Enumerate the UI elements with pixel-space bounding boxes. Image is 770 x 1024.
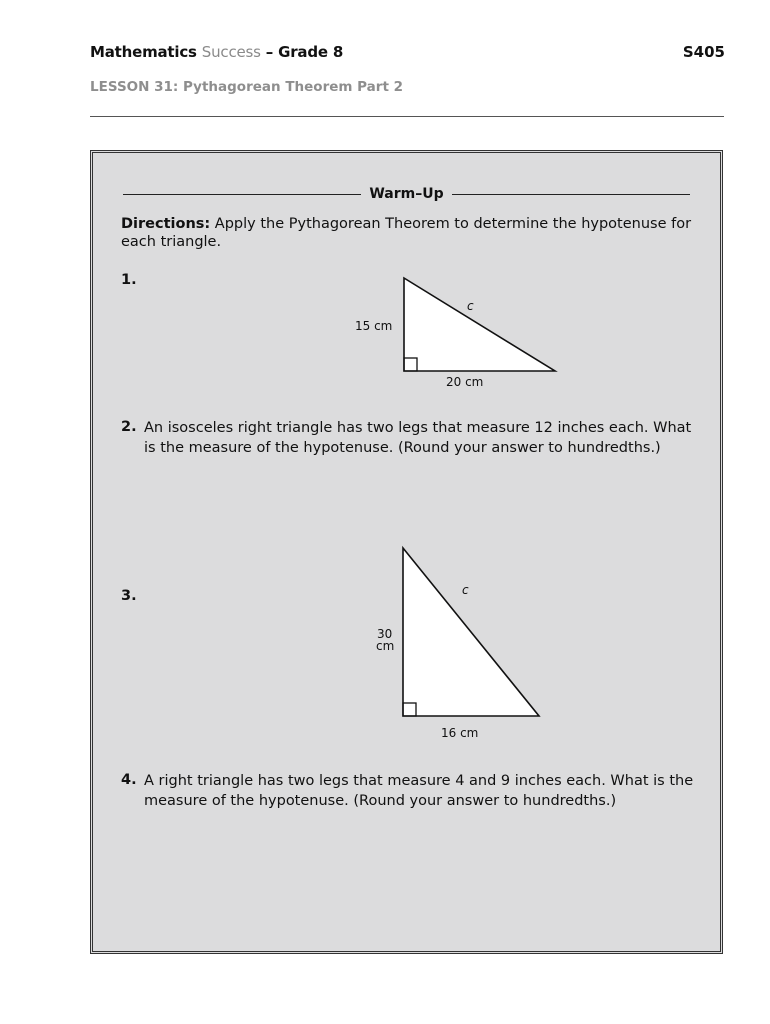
question-4-text: A right triangle has two legs that measure 4 and 9 inches each. What is the measure of the hypotenuse. (Round your answer to hundredths.) bbox=[144, 773, 694, 809]
triangle-3-figure bbox=[343, 538, 573, 743]
triangle-3-leg-vertical-value: 30 bbox=[377, 627, 393, 641]
question-2-number: 2. bbox=[121, 419, 137, 435]
warmup-heading bbox=[123, 186, 690, 202]
directions-label: Directions: bbox=[121, 216, 211, 232]
triangle-1-figure bbox=[343, 268, 573, 393]
page-code: S405 bbox=[682, 43, 725, 61]
question-4-number: 4. bbox=[121, 772, 137, 788]
triangle-3-leg-vertical-unit: cm bbox=[376, 639, 395, 653]
question-2-text: An isosceles right triangle has two legs that measure 12 inches each. What is the measure of the hypotenuse. (Round your answer to hundredths.) bbox=[144, 420, 692, 456]
course-title-part3: – Grade 8 bbox=[260, 43, 344, 61]
triangle-3 bbox=[403, 548, 539, 716]
triangle-1 bbox=[404, 278, 555, 371]
directions-text: Apply the Pythagorean Theorem to determine the hypotenuse for each triangle. bbox=[121, 216, 692, 250]
lesson-title: LESSON 31: Pythagorean Theorem Part 2 bbox=[90, 79, 403, 95]
header-divider bbox=[90, 116, 724, 117]
course-title-part1: Mathematics bbox=[90, 43, 202, 61]
triangle-1-hypotenuse: c bbox=[467, 299, 474, 313]
course-title-accent: Success bbox=[201, 43, 261, 61]
question-3-number: 3. bbox=[121, 588, 137, 604]
triangle-3-leg-horizontal: 16 cm bbox=[441, 726, 479, 740]
course-title bbox=[90, 43, 343, 61]
question-1-number: 1. bbox=[121, 272, 137, 288]
warmup-title: Warm–Up bbox=[369, 186, 444, 202]
triangle-1-leg-vertical: 15 cm bbox=[355, 319, 393, 333]
warmup-rule-right bbox=[452, 194, 690, 195]
triangle-1-leg-horizontal: 20 cm bbox=[446, 375, 484, 389]
warmup-box bbox=[90, 150, 723, 954]
triangle-3-hypotenuse: c bbox=[462, 583, 469, 597]
warmup-rule-left bbox=[123, 194, 361, 195]
directions bbox=[121, 215, 701, 251]
